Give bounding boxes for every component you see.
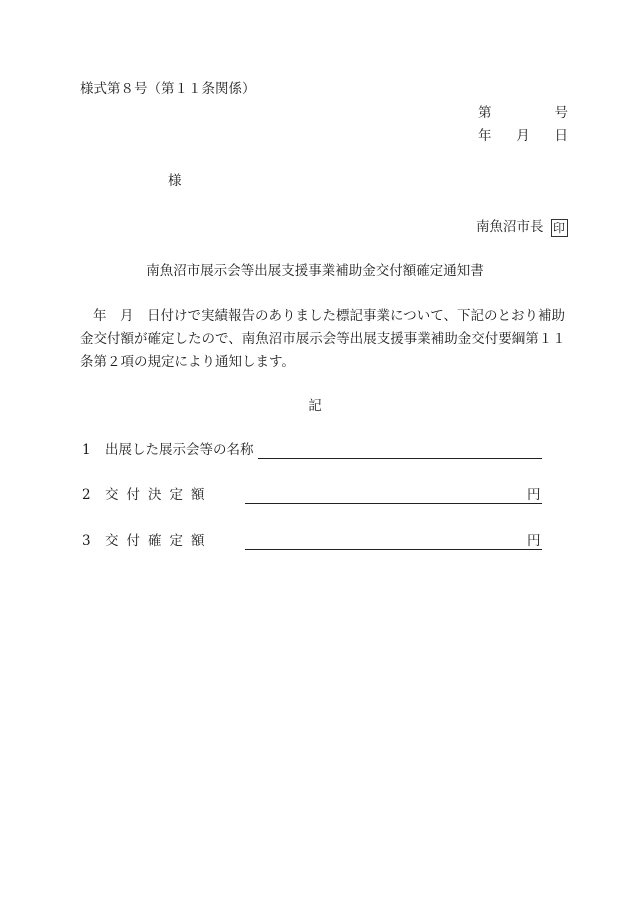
item-number: 3	[82, 533, 91, 549]
date-year: 年	[478, 128, 492, 144]
ki-heading: 記	[308, 398, 322, 414]
document-title: 南魚沼市展示会等出展支援事業補助金交付額確定通知書	[146, 263, 484, 279]
form-label: 様式第８号（第１１条関係）	[80, 81, 256, 97]
issuer-name: 南魚沼市長	[476, 219, 544, 236]
decided-amount-line	[245, 489, 542, 504]
item-exhibition-name	[82, 444, 254, 458]
item-number: 2	[82, 487, 91, 503]
date-month: 月	[516, 128, 530, 144]
item-decided-amount	[82, 489, 213, 503]
number-prefix: 第	[478, 105, 492, 121]
body-paragraph: 年 月 日付けで実績報告のありました標記事業について、下記のとおり補助金交付額が確定したので、南魚沼市展示会等出展支援事業補助金交付要綱第１１条第２項の規定により通知します。	[80, 308, 566, 370]
decided-amount-unit: 円	[527, 487, 541, 503]
item-label: 交付確定額	[105, 533, 213, 549]
date-day: 日	[554, 128, 568, 144]
addressee-suffix: 様	[168, 173, 182, 189]
issuer	[476, 219, 568, 237]
seal-mark: 印	[551, 219, 568, 237]
confirmed-amount-line	[245, 535, 542, 550]
item-confirmed-amount	[82, 535, 213, 549]
item-label: 交付決定額	[105, 487, 213, 503]
document-number	[478, 107, 568, 121]
document-date	[478, 130, 568, 144]
confirmed-amount-unit: 円	[527, 533, 541, 549]
item-label: 出展した展示会等の名称	[105, 442, 254, 458]
item-number: 1	[82, 442, 91, 458]
exhibition-name-line	[258, 444, 542, 459]
number-suffix: 号	[554, 105, 568, 121]
